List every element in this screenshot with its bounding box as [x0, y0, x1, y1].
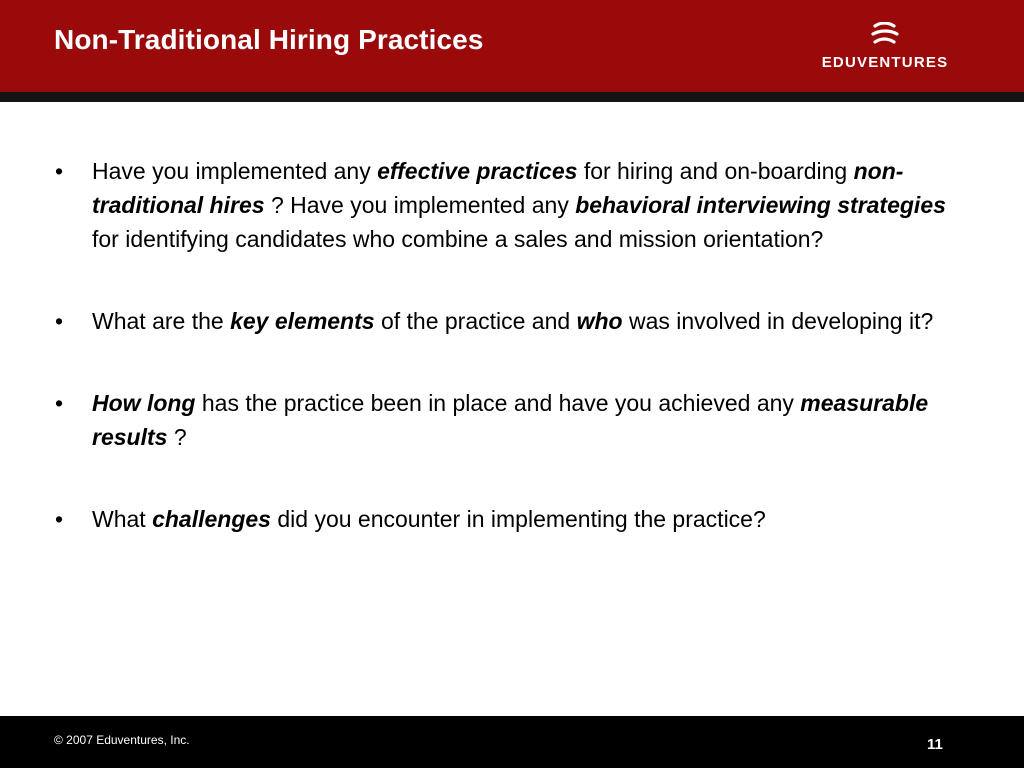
header-divider: [0, 92, 1024, 102]
logo-text: EDUVENTURES: [821, 54, 949, 71]
bullet-marker: •: [55, 158, 64, 184]
bullet-text-segment: was involved in developing it?: [628, 308, 934, 334]
bullet-text: [92, 390, 928, 450]
bullet-text-segment: ? Have you implemented any: [270, 192, 576, 218]
emphasis-key-elements: key elements: [230, 308, 375, 334]
eduventures-logo: [818, 20, 952, 78]
bullet-text: [92, 158, 946, 252]
bullet-text-segment: What: [92, 506, 153, 532]
bullet-item: [55, 386, 975, 454]
bullet-text-segment: for identifying candidates who combine a sales and mission orientation?: [92, 226, 824, 252]
bullet-text-segment: has the practice been in place and have you achieved any: [201, 390, 801, 416]
bullet-marker: •: [55, 308, 64, 334]
bullet-text-segment: of the practice and: [380, 308, 577, 334]
emphasis-measurable-results: measurable results: [92, 390, 929, 450]
copyright-text: © 2007 Eduventures, Inc.: [54, 733, 190, 747]
slide-header: [0, 0, 1024, 92]
emphasis-behavioral-interviewing-strategies: behavioral interviewing strategies: [575, 192, 946, 218]
bullet-marker: •: [55, 506, 64, 532]
eduventures-logo-icon: [869, 22, 901, 48]
bullet-marker: •: [55, 390, 64, 416]
bullet-item: [55, 502, 975, 536]
emphasis-non-traditional-hires: non-traditional hires: [92, 158, 904, 218]
slide-title: Non-Traditional Hiring Practices: [54, 24, 484, 55]
emphasis-who: who: [576, 308, 623, 334]
bullet-item: [55, 154, 975, 256]
bullet-text: [92, 506, 766, 532]
emphasis-how-long: How long: [92, 390, 196, 416]
bullet-text-segment: What are the: [92, 308, 231, 334]
bullet-text-segment: Have you implemented any: [92, 158, 378, 184]
bullet-text-segment: ?: [173, 424, 187, 450]
bullet-text-segment: for hiring and on-boarding: [583, 158, 854, 184]
emphasis-challenges: challenges: [152, 506, 271, 532]
slide-content: [55, 154, 975, 536]
page-number: 11: [927, 736, 943, 753]
slide-footer: [0, 716, 1024, 768]
bullet-text-segment: did you encounter in implementing the practice?: [277, 506, 766, 532]
bullet-item: [55, 304, 975, 338]
emphasis-effective-practices: effective practices: [377, 158, 578, 184]
bullet-text: [92, 308, 933, 334]
